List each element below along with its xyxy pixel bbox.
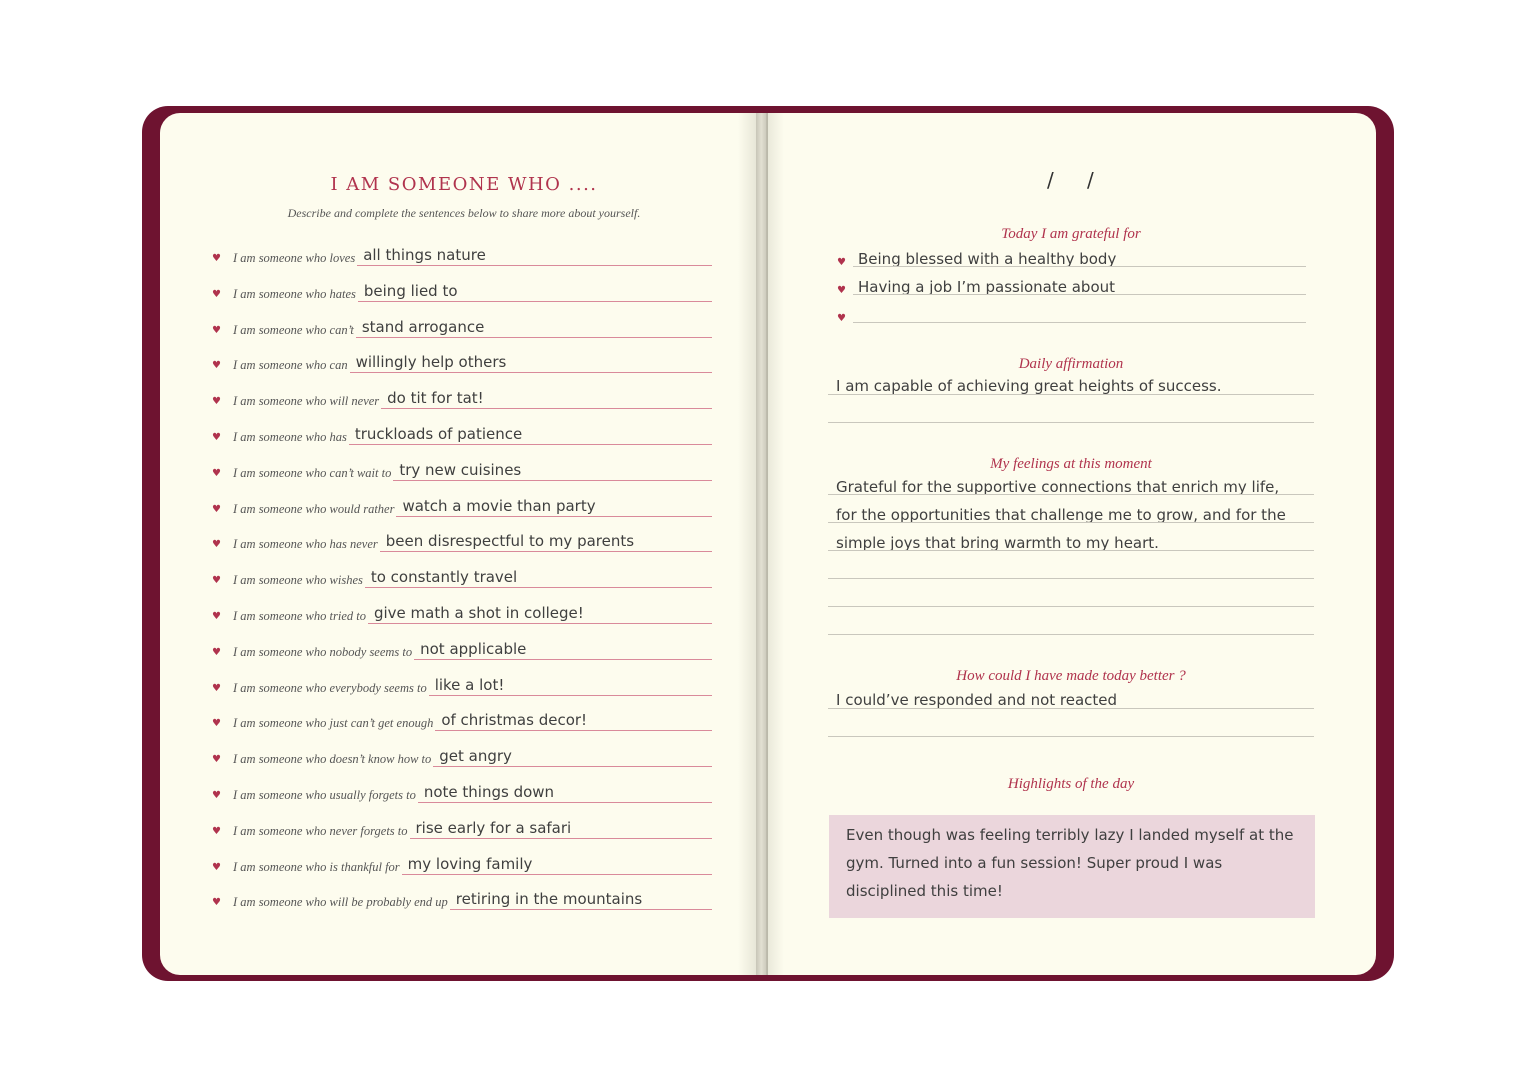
answer-line [380, 551, 712, 552]
sentence-row [212, 451, 712, 481]
answer-line [381, 408, 712, 409]
writing-line [828, 634, 1314, 635]
page-gutter-shadow [738, 113, 758, 975]
feelings-heading: My feelings at this moment [990, 456, 1152, 472]
sentence-row [212, 558, 712, 588]
grateful-heading: Today I am grateful for [1001, 226, 1141, 242]
affirmation-heading: Daily affirmation [1018, 356, 1124, 372]
answer-line [365, 587, 712, 588]
sentence-answer[interactable]: been disrespectful to my parents [385, 532, 635, 551]
sentence-row [212, 522, 712, 552]
sentence-prompt: I am someone who never forgets to [233, 823, 408, 838]
heart-icon: ♥ [212, 718, 221, 730]
sentence-row [212, 845, 712, 875]
grateful-item[interactable]: Being blessed with a healthy body [858, 250, 1117, 268]
heart-icon: ♥ [212, 467, 221, 479]
answer-line [350, 372, 712, 373]
sentence-row [212, 737, 712, 767]
sentence-row [212, 308, 712, 338]
heart-icon: ♥ [212, 539, 221, 551]
heart-icon: ♥ [212, 754, 221, 766]
answer-line [418, 802, 712, 803]
grateful-item[interactable]: Having a job I’m passionate about [858, 278, 1116, 296]
affirmation-text[interactable]: I am capable of achieving great heights of success. [836, 377, 1222, 395]
page-subtitle: Describe and complete the sentences below to share more about yourself. [287, 206, 641, 220]
heart-icon: ♥ [212, 575, 221, 587]
answer-line [429, 695, 712, 696]
sentence-row [212, 379, 712, 409]
sentence-answer[interactable]: get angry [439, 747, 512, 766]
sentence-answer[interactable]: truckloads of patience [354, 425, 523, 443]
answer-line [435, 730, 712, 731]
sentence-answer[interactable]: of christmas decor! [441, 711, 588, 730]
sentence-prompt: I am someone who is thankful for [233, 859, 400, 874]
sentence-prompt: I am someone who just can’t get enough [233, 716, 434, 731]
sentence-row [212, 809, 712, 839]
sentence-prompt: I am someone who can’t wait to [233, 465, 392, 480]
sentence-row [212, 594, 712, 624]
heart-icon: ♥ [212, 825, 221, 837]
sentence-row [212, 236, 712, 266]
sentence-prompt: I am someone who would rather [233, 501, 395, 516]
heart-icon: ♥ [212, 682, 221, 694]
sentence-answer[interactable]: all things nature [363, 246, 486, 264]
answer-line [356, 337, 712, 338]
sentence-answer[interactable]: not applicable [420, 639, 527, 658]
answer-line [414, 659, 712, 660]
sentence-answer[interactable]: to constantly travel [370, 568, 518, 587]
writing-line [828, 550, 1314, 551]
answer-line [450, 909, 712, 910]
answer-line [358, 301, 712, 302]
sentence-answer[interactable]: retiring in the mountains [455, 890, 643, 909]
writing-line [828, 578, 1314, 579]
heart-icon: ♥ [212, 503, 221, 515]
highlights-box[interactable] [829, 815, 1315, 918]
answer-line [393, 480, 712, 481]
feelings-text[interactable]: for the opportunities that challenge me to grow, and for the [836, 506, 1286, 524]
heart-icon: ♥ [212, 646, 221, 658]
heart-icon: ♥ [212, 790, 221, 801]
heart-icon: ♥ [212, 360, 221, 372]
sentence-row [212, 630, 712, 660]
heart-icon: ♥ [212, 611, 221, 622]
sentence-prompt: I am someone who will never [233, 394, 380, 409]
writing-line [828, 422, 1314, 423]
sentence-row [212, 415, 712, 445]
sentence-answer[interactable]: my loving family [407, 854, 533, 873]
heart-icon: ♥ [212, 861, 221, 873]
sentence-answer[interactable]: give math a shot in college! [373, 604, 584, 622]
sentence-prompt: I am someone who can’t [233, 322, 354, 337]
sentence-answer[interactable]: try new cuisines [399, 460, 522, 479]
sentence-prompt: I am someone who doesn’t know how to [233, 752, 432, 767]
improvement-heading: How could I have made today better ? [956, 668, 1186, 684]
heart-icon: ♥ [212, 396, 221, 408]
date-separator: / [1087, 168, 1094, 192]
sentence-row [212, 701, 712, 731]
sentence-row [212, 343, 712, 373]
heart-icon: ♥ [212, 432, 221, 443]
sentence-row [212, 272, 712, 302]
writing-line [853, 266, 1306, 267]
writing-line [828, 522, 1314, 523]
sentence-prompt: I am someone who tried to [233, 609, 366, 623]
sentence-answer[interactable]: watch a movie than party [402, 496, 596, 515]
sentence-prompt: I am someone who nobody seems to [233, 644, 413, 659]
heart-icon: ♥ [837, 285, 846, 296]
heart-icon: ♥ [837, 257, 846, 268]
writing-line [853, 322, 1306, 323]
highlights-text: Even though was feeling terribly lazy I landed myself at the gym. Turned into a fun session! Super proud I was disciplined this time! [846, 826, 1294, 900]
answer-line [357, 265, 712, 266]
sentence-row [212, 880, 712, 910]
writing-line [828, 606, 1314, 607]
page-title: I AM SOMEONE WHO .... [330, 174, 598, 195]
heart-icon: ♥ [212, 324, 221, 336]
sentence-answer[interactable]: do tit for tat! [387, 389, 484, 408]
page-gutter-shadow [766, 113, 784, 975]
sentence-answer[interactable]: rise early for a safari [415, 818, 572, 837]
sentence-prompt: I am someone who will be probably end up [233, 895, 448, 910]
answer-line [410, 838, 713, 839]
writing-line [828, 494, 1314, 495]
feelings-text[interactable]: Grateful for the supportive connections that enrich my life, [836, 478, 1280, 496]
sentence-row [212, 666, 712, 696]
sentence-answer[interactable]: like a lot! [434, 675, 505, 694]
sentence-answer[interactable]: willingly help others [355, 353, 507, 372]
heart-icon: ♥ [212, 897, 221, 909]
date-separator: / [1047, 168, 1054, 192]
sentence-answer[interactable]: stand arrogance [361, 317, 485, 336]
sentence-row [212, 773, 712, 803]
writing-line [828, 736, 1314, 737]
writing-line [853, 294, 1306, 295]
sentence-answer[interactable]: note things down [423, 783, 555, 801]
sentence-prompt: I am someone who usually forgets to [233, 788, 416, 802]
sentence-prompt: I am someone who wishes [233, 573, 363, 588]
sentence-prompt: I am someone who hates [233, 286, 356, 301]
answer-line [433, 766, 712, 767]
heart-icon: ♥ [837, 313, 846, 324]
sentence-prompt: I am someone who everybody seems to [233, 680, 427, 695]
writing-line [828, 394, 1314, 395]
writing-line [828, 708, 1314, 709]
improvement-text[interactable]: I could’ve responded and not reacted [836, 691, 1118, 709]
sentence-answer[interactable]: being lied to [363, 281, 458, 300]
sentence-prompt: I am someone who loves [233, 251, 356, 265]
sentence-prompt: I am someone who can [233, 358, 348, 373]
heart-icon: ♥ [212, 288, 221, 300]
answer-line [402, 874, 712, 875]
feelings-text[interactable]: simple joys that bring warmth to my heart. [836, 534, 1159, 552]
answer-line [396, 516, 712, 517]
heart-icon: ♥ [212, 253, 221, 264]
sentence-prompt: I am someone who has [233, 430, 347, 444]
highlights-heading: Highlights of the day [1007, 776, 1135, 792]
answer-line [349, 444, 712, 445]
sentence-prompt: I am someone who has never [233, 537, 378, 552]
answer-line [368, 623, 712, 624]
sentence-row [212, 487, 712, 517]
